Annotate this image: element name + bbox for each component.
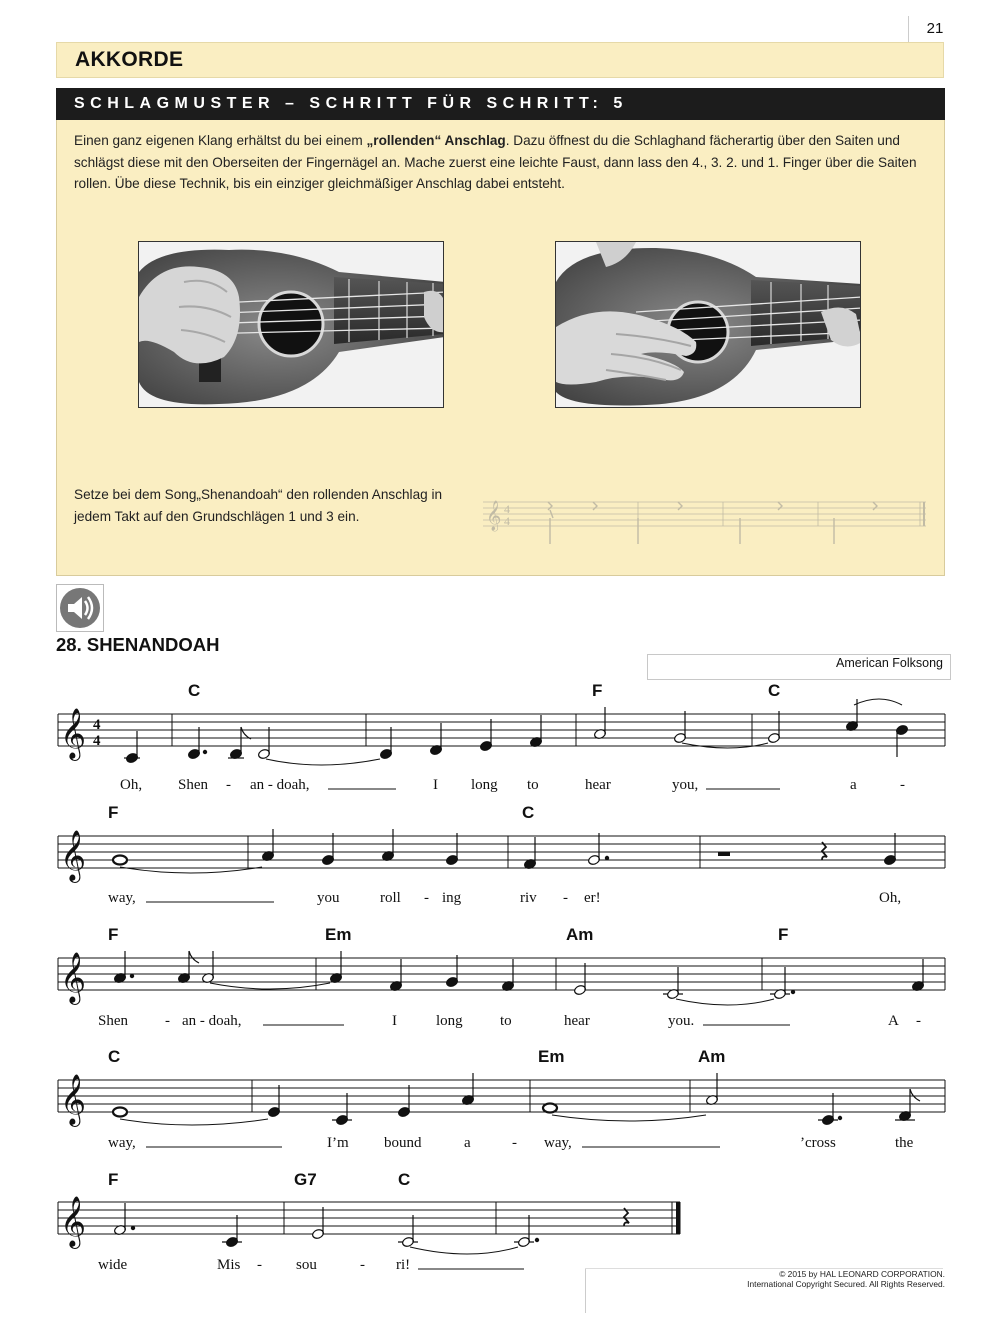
lyric: I’m <box>327 1135 349 1151</box>
chord-symbol: F <box>778 925 789 944</box>
svg-text:4: 4 <box>504 514 510 528</box>
chord-symbol: C <box>108 1047 121 1066</box>
section-header-band <box>56 42 944 78</box>
lesson-subheader: SCHLAGMUSTER – SCHRITT FÜR SCHRITT: 5 <box>56 88 945 120</box>
lyric: way, <box>544 1135 572 1151</box>
song-title: 28. SHENANDOAH <box>56 634 220 655</box>
lyric: A <box>888 1013 899 1029</box>
sheet-music <box>0 675 1000 1275</box>
ukulele-rolling-fingers-photo <box>555 241 861 408</box>
lyric: you, <box>672 777 699 793</box>
intro-text-1: Einen ganz eigenen Klang erhältst du bei einem <box>74 133 367 148</box>
lyric: - <box>257 1257 262 1273</box>
lyric: ing <box>442 890 462 906</box>
speaker-icon[interactable] <box>56 584 104 632</box>
staff-system-4 <box>58 1047 945 1151</box>
lyric: - <box>563 890 568 906</box>
intro-text-2: . Dazu öffnest du die Schlaghand fächerartig über den Saiten und schlägst diese mit den Oberseiten der Fingernägel an. Mache zuerst eine leichte Faust, dann lass den 4., 3. 2. und 1. Finger über die Saiten rollen. Übe diese Technik, bis ein einziger gleichmäßiger Anschlag dabei entsteht. <box>74 133 917 191</box>
chord-symbol: Em <box>538 1047 565 1066</box>
lyric: riv <box>520 890 537 906</box>
lyric: - <box>360 1257 365 1273</box>
intro-bold-term: „rollenden“ Anschlag <box>366 133 506 148</box>
chord-symbol: G7 <box>294 1170 317 1189</box>
footer-divider <box>585 1268 586 1313</box>
chord-symbol: C <box>522 803 535 822</box>
copyright-line-1: © 2015 by HAL LEONARD CORPORATION. <box>779 1269 945 1279</box>
lyric: - <box>900 777 905 793</box>
composer-credit: American Folksong <box>836 656 943 670</box>
lyric: ’cross <box>800 1135 836 1151</box>
lyric: bound <box>384 1135 422 1151</box>
lyric: way, <box>108 1135 136 1151</box>
lyric: - <box>916 1013 921 1029</box>
time-sig-top: 4 <box>93 717 101 733</box>
lyric: long <box>471 777 498 793</box>
strum-instruction: Setze bei dem Song„Shenandoah“ den rollenden Anschlag in jedem Takt auf den Grundschlägen 1 und 3 ein. <box>74 487 443 524</box>
lyric: Mis <box>217 1257 241 1273</box>
lyric: you. <box>668 1013 695 1029</box>
lyric: an - doah, <box>182 1013 242 1029</box>
chord-symbol: Em <box>325 925 352 944</box>
chord-symbol: F <box>108 925 119 944</box>
copyright-line-2: International Copyright Secured. All Rights Reserved. <box>747 1279 945 1289</box>
chord-symbol: F <box>108 1170 119 1189</box>
intro-paragraph <box>74 130 934 195</box>
treble-clef: 𝄞 <box>60 1074 87 1125</box>
chord-symbol: F <box>108 803 119 822</box>
time-sig-bottom: 4 <box>93 733 101 749</box>
treble-clef: 𝄞 <box>60 708 87 759</box>
chord-symbol: F <box>592 681 603 700</box>
lyric: Shen <box>178 777 208 793</box>
chord-symbol: C <box>768 681 781 700</box>
svg-text:4: 4 <box>504 502 510 516</box>
lyric: sou <box>296 1257 317 1273</box>
chord-symbol: Am <box>566 925 594 944</box>
lyric: - <box>226 777 231 793</box>
lyric: a <box>850 777 857 793</box>
treble-clef: 𝄞 <box>60 952 87 1003</box>
lyric: to <box>527 777 539 793</box>
lyric: - <box>512 1135 517 1151</box>
ukulele-fist-photo <box>138 241 444 408</box>
section-title: AKKORDE <box>75 48 184 71</box>
lyric: hear <box>564 1013 590 1029</box>
lyric: long <box>436 1013 463 1029</box>
chord-symbol: Am <box>698 1047 726 1066</box>
staff-system-1 <box>58 681 945 793</box>
lyric: the <box>895 1135 914 1151</box>
lyric: - <box>424 890 429 906</box>
lyric: I <box>433 777 438 793</box>
lyric: an - doah, <box>250 777 310 793</box>
chord-symbol: C <box>188 681 201 700</box>
lyric: ri! <box>396 1257 411 1273</box>
lyric: you <box>317 890 340 906</box>
page-number: 21 <box>926 20 944 37</box>
lyric: wide <box>98 1257 128 1273</box>
treble-clef: 𝄞 <box>60 830 87 881</box>
staff-system-5 <box>58 1170 681 1273</box>
staff-system-3 <box>58 925 945 1029</box>
lyric: hear <box>585 777 611 793</box>
lyric: to <box>500 1013 512 1029</box>
lyric: Oh, <box>879 890 902 906</box>
lyric: - <box>165 1013 170 1029</box>
lyric: er! <box>584 890 601 906</box>
lyric: way, <box>108 890 136 906</box>
staff-system-2 <box>58 803 945 906</box>
rhythm-staff-graphic <box>478 482 930 554</box>
lyric: Shen <box>98 1013 128 1029</box>
lyric: roll <box>380 890 401 906</box>
svg-text:𝄞: 𝄞 <box>486 501 502 530</box>
copyright-notice <box>700 1269 945 1289</box>
treble-clef: 𝄞 <box>60 1196 87 1247</box>
lyric: I <box>392 1013 397 1029</box>
chord-symbol: C <box>398 1170 411 1189</box>
lyric: Oh, <box>120 777 143 793</box>
lyric: a <box>464 1135 471 1151</box>
page-number-divider <box>908 16 909 42</box>
